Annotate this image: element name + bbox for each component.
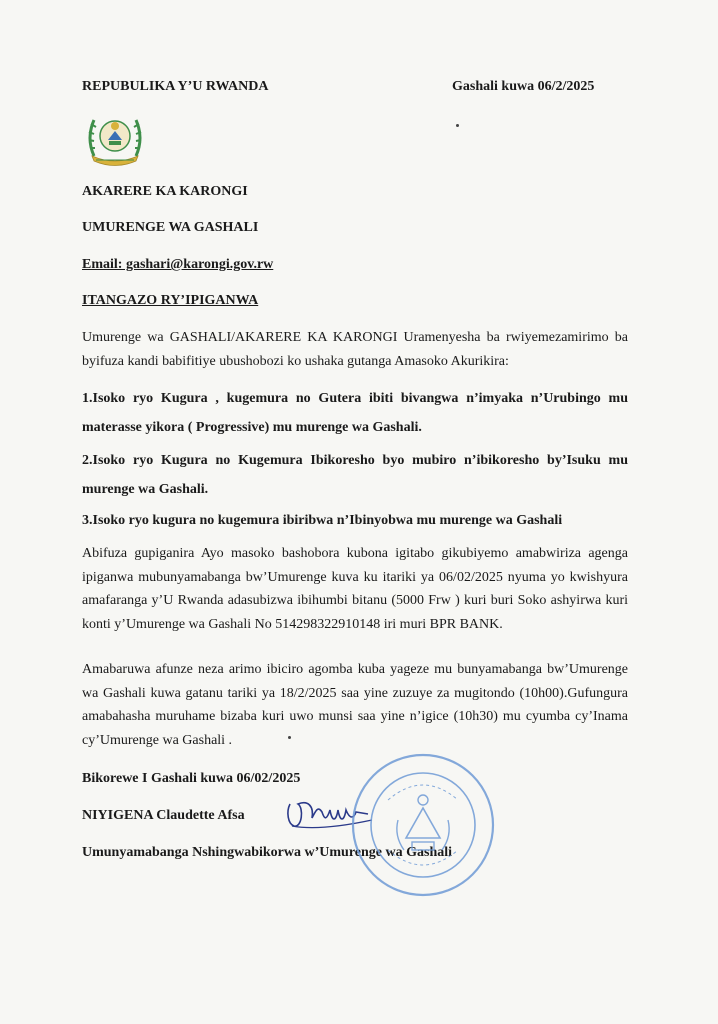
signatory-name: NIYIGENA Claudette Afsa bbox=[82, 808, 245, 823]
document-date: Gashali kuwa 06/2/2025 bbox=[452, 79, 595, 94]
tender-item-1: 1.Isoko ryo Kugura , kugemura no Gutera ibiti bivangwa n’imyaka n’Urubingo mu materasse yikora ( Progressive) mu murenge wa Gashali. bbox=[82, 391, 628, 435]
tender-item-2: 2.Isoko ryo Kugura no Kugemura Ibikoresho byo mubiro n’ibikoresho by’Isuku mu murenge wa Gashali. bbox=[82, 453, 628, 497]
district-name: AKARERE KA KARONGI bbox=[82, 184, 248, 199]
rwanda-emblem-icon bbox=[82, 112, 148, 168]
tender-item-3: 3.Isoko ryo kugura no kugemura ibiribwa n’Ibinyobwa mu murenge wa Gashali bbox=[82, 513, 563, 528]
signatory-title: Umunyamabanga Nshingwabikorwa w’Umurenge wa Gashali bbox=[82, 845, 453, 860]
sector-name: UMURENGE WA GASHALI bbox=[82, 220, 259, 235]
signature-place-date: Bikorewe I Gashali kuwa 06/02/2025 bbox=[82, 771, 301, 786]
country-header: REPUBULIKA Y’U RWANDA bbox=[82, 79, 269, 94]
notice-title: ITANGAZO RY’IPIGANWA bbox=[82, 293, 259, 308]
official-stamp-icon bbox=[348, 750, 498, 900]
contact-email: Email: gashari@karongi.gov.rw bbox=[82, 257, 274, 272]
submission-paragraph: Amabaruwa afunze neza arimo ibiciro agomba kuba yageze mu bunyamabanga bw’Umurenge wa Gashali kuwa gatanu tariki ya 18/2/2025 saa yine zuzuye za mugitondo (10h00).Gufungura amabahasha muruhame bizaba kuri uwo munsi saa yine n’igice (10h30) mu cyumba cy’Inama cy’Umurenge wa Gashali . bbox=[82, 662, 628, 748]
tender-instructions-paragraph: Abifuza gupiganira Ayo masoko bashobora kubona igitabo gikubiyemo amabwiriza agenga ipiganwa mubunyamabanga bw’Umurenge kuva ku itariki ya 06/02/2025 nyuma yo kwishyura amafaranga y’U Rwanda adasubizwa ibihumbi bitanu (5000 Frw ) kuri buri Soko ashyirwa kuri konti y’Umurenge wa Gashali No 514298322910148 iri muri BPR BANK. bbox=[82, 546, 628, 632]
notice-intro: Umurenge wa GASHALI/AKARERE KA KARONGI Uramenyesha ba rwiyemezamirimo ba byifuza kandi babifitiye ubushobozi ko ushaka gutanga Amasoko Akurikira: bbox=[82, 330, 628, 369]
